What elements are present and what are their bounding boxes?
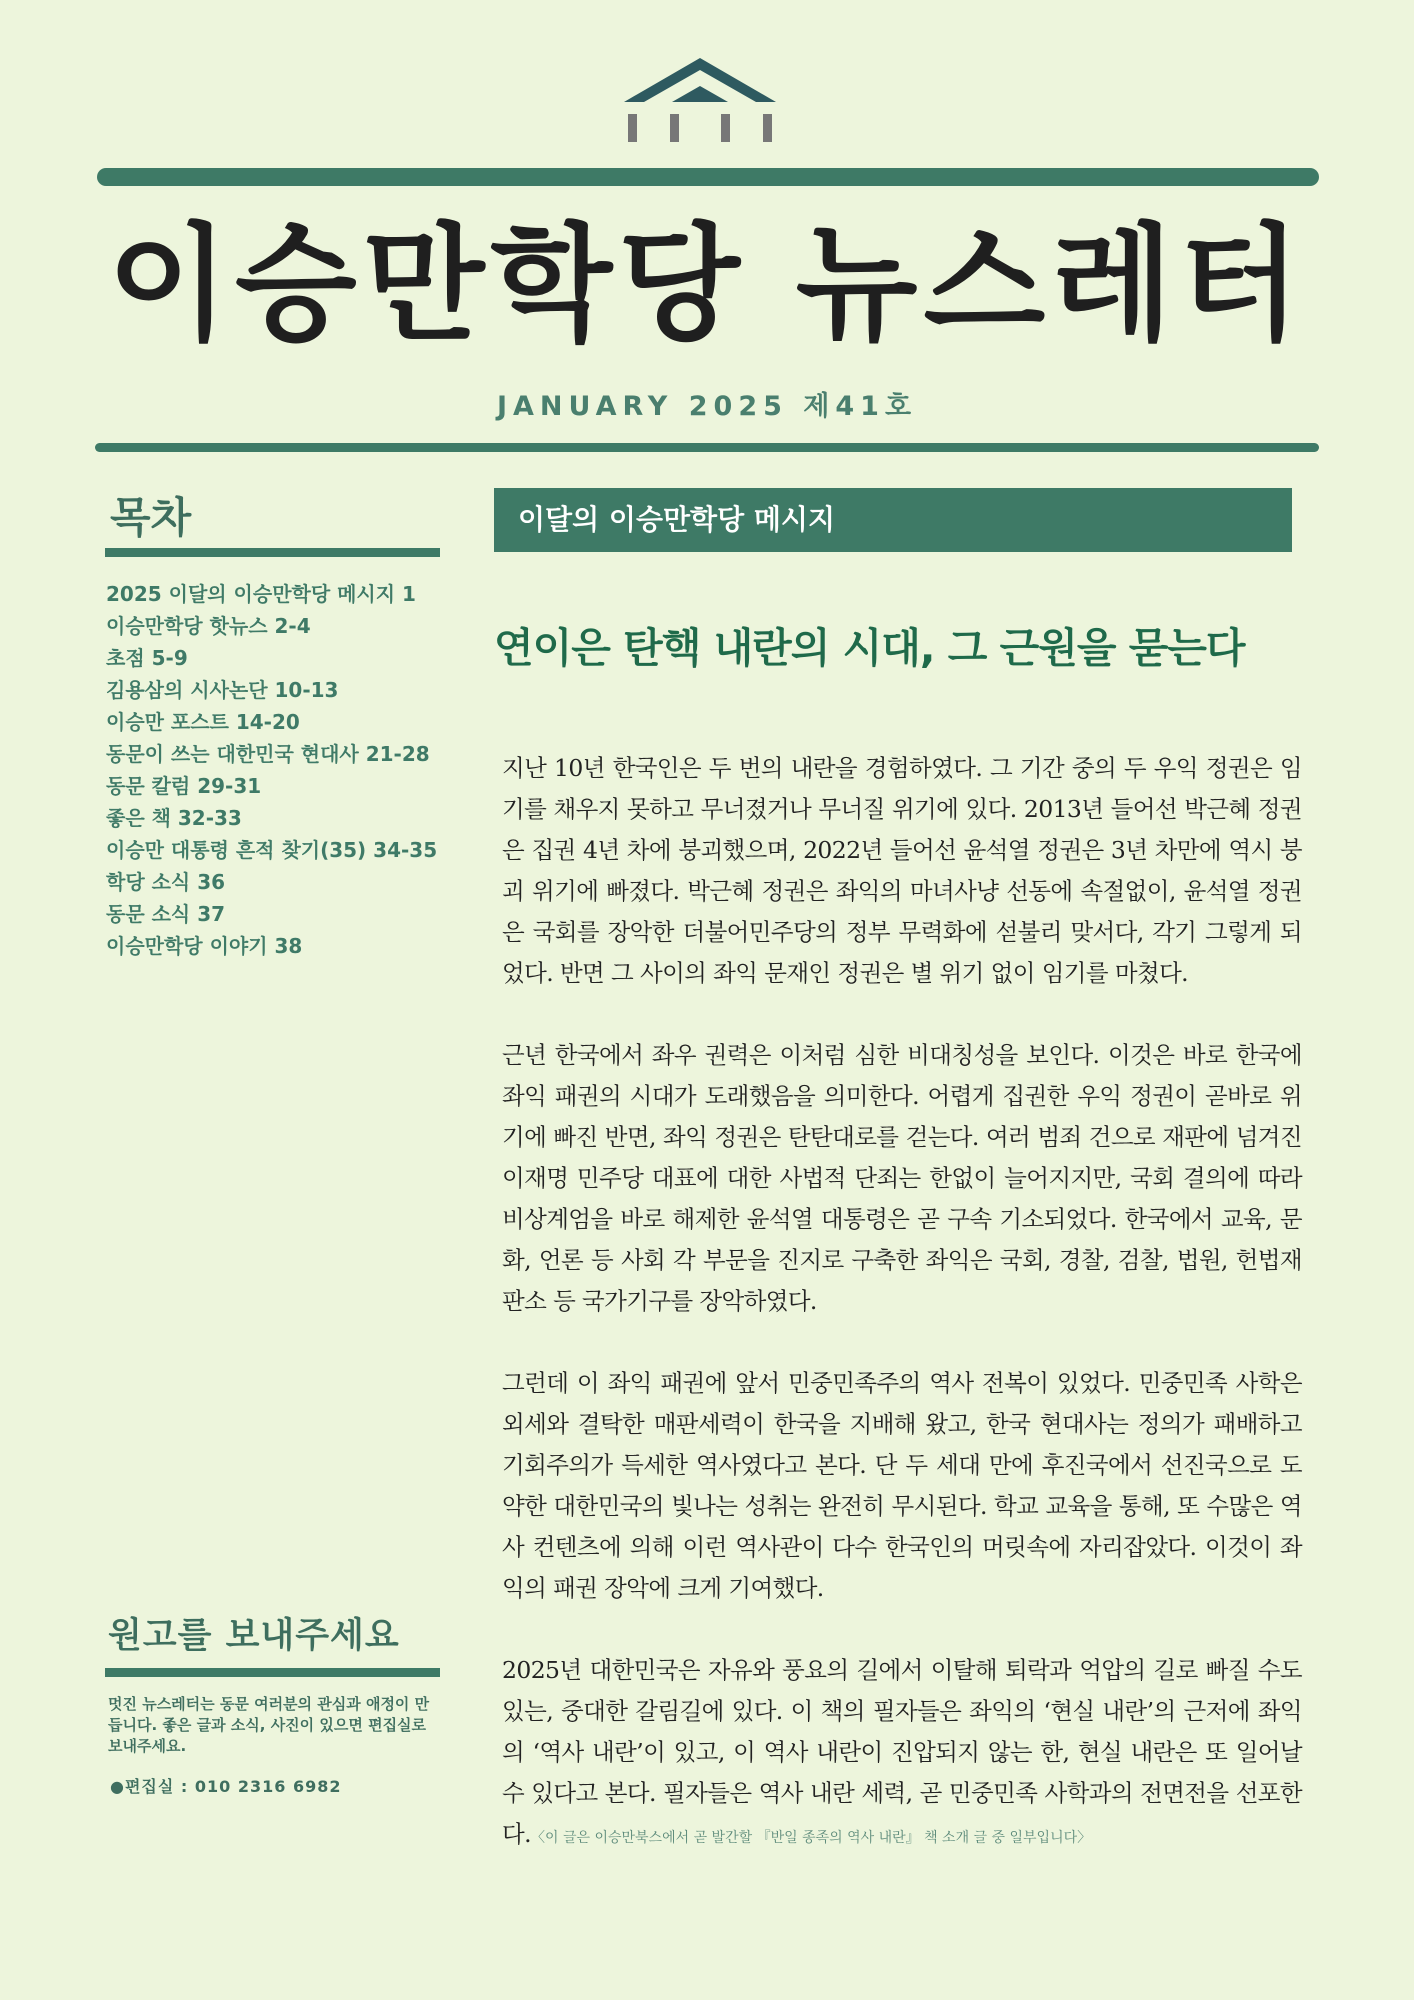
masthead-top-divider: [97, 168, 1319, 186]
source-note: 〈이 글은 이승만북스에서 곧 발간할 『반일 종족의 역사 내란』 책 소개 글 중 일부입니다〉: [530, 1830, 1092, 1846]
submission-heading: 원고를 보내주세요: [108, 1616, 400, 1656]
toc-item: 이승만학당 이야기 38: [106, 934, 303, 958]
toc-item: 2025 이달의 이승만학당 메시지 1: [106, 582, 416, 606]
issue-label: JANUARY 2025 제41호: [496, 391, 918, 422]
article-paragraph: 지난 10년 한국인은 두 번의 내란을 경험하였다. 그 기간 중의 두 우익 정권은 임기를 채우지 못하고 무너졌거나 무너질 위기에 있다. 2013년 들어선 박근혜 정권은 집권 4년 차에 붕괴했으며, 2022년 들어선 윤석열 정권은 3년 차만에 역시 붕괴 위기에 빠졌다. 박근혜 정권은 좌익의 마녀사냥 선동에 속절없이, 윤석열 정권은 국회를 장악한 더불어민주당의 정부 무력화에 섣불리 맞서다, 각기 그렇게 되었다. 반면 그 사이의 좌익 문재인 정권은 별 위기 없이 임기를 마쳤다.: [502, 754, 1302, 987]
toc-item: 동문 칼럼 29-31: [106, 774, 262, 798]
toc-divider: [105, 548, 440, 557]
building-roof-pillars-icon: [620, 56, 780, 146]
article-paragraph-final: [502, 1650, 1302, 1859]
newsletter-title: 이승만학당 뉴스레터: [107, 211, 1307, 358]
toc-item: 이승만학당 핫뉴스 2-4: [106, 614, 311, 638]
toc-item: 초점 5-9: [106, 646, 188, 670]
toc-item: 동문이 쓰는 대한민국 현대사 21-28: [106, 742, 430, 766]
article-paragraph: 그런데 이 좌익 패권에 앞서 민중민족주의 역사 전복이 있었다. 민중민족 사학은 외세와 결탁한 매판세력이 한국을 지배해 왔고, 한국 현대사는 정의가 패배하고 기회주의가 득세한 역사였다고 본다. 단 두 세대 만에 후진국에서 선진국으로 도약한 대한민국의 빛나는 성취는 완전히 무시된다. 학교 교육을 통해, 또 수많은 역사 컨텐츠에 의해 이런 역사관이 다수 한국인의 머릿속에 자리잡았다. 이것이 좌익의 패권 장악에 크게 기여했다.: [502, 1369, 1302, 1602]
table-of-contents: [106, 578, 437, 962]
editor-contact: ●편집실 : 010 2316 6982: [110, 1777, 342, 1796]
masthead-bottom-divider: [95, 443, 1319, 452]
toc-item: 이승만 대통령 흔적 찾기(35) 34-35: [106, 838, 438, 862]
article-headline: 연이은 탄핵 내란의 시대, 그 근원을 묻는다: [494, 624, 1245, 672]
toc-item: 좋은 책 32-33: [106, 806, 242, 830]
article-body: [502, 748, 1302, 1859]
toc-item: 학당 소식 36: [106, 870, 226, 894]
toc-item: 동문 소식 37: [106, 902, 226, 926]
toc-heading: 목차: [110, 493, 192, 542]
section-banner: 이달의 이승만학당 메시지: [494, 488, 1292, 552]
toc-item: 김용삼의 시사논단 10-13: [106, 678, 339, 702]
submission-text: 멋진 뉴스레터는 동문 여러분의 관심과 애정이 만듭니다. 좋은 글과 소식, 사진이 있으면 편집실로 보내주세요.: [108, 1695, 430, 1755]
submission-divider: [105, 1668, 440, 1677]
article-paragraph: 근년 한국에서 좌우 권력은 이처럼 심한 비대칭성을 보인다. 이것은 바로 한국에 좌익 패권의 시대가 도래했음을 의미한다. 어렵게 집권한 우익 정권이 곧바로 위기에 빠진 반면, 좌익 정권은 탄탄대로를 걷는다. 여러 범죄 건으로 재판에 넘겨진 이재명 민주당 대표에 대한 사법적 단죄는 한없이 늘어지지만, 국회 결의에 따라 비상계엄을 바로 해제한 윤석열 대통령은 곧 구속 기소되었다. 한국에서 교육, 문화, 언론 등 사회 각 부문을 진지로 구축한 좌익은 국회, 경찰, 검찰, 법원, 헌법재판소 등 국가기구를 장악하였다.: [502, 1041, 1302, 1315]
article-paragraph-text: 2025년 대한민국은 자유와 풍요의 길에서 이탈해 퇴락과 억압의 길로 빠질 수도 있는, 중대한 갈림길에 있다. 이 책의 필자들은 좌익의 ‘현실 내란’의 근저에 좌익의 ‘역사 내란’이 있고, 이 역사 내란이 진압되지 않는 한, 현실 내란은 또 일어날 수 있다고 본다. 필자들은 역사 내란 세력, 곧 민중민족 사학과의 전면전을 선포한다.: [502, 1656, 1302, 1848]
toc-item: 이승만 포스트 14-20: [106, 710, 300, 734]
